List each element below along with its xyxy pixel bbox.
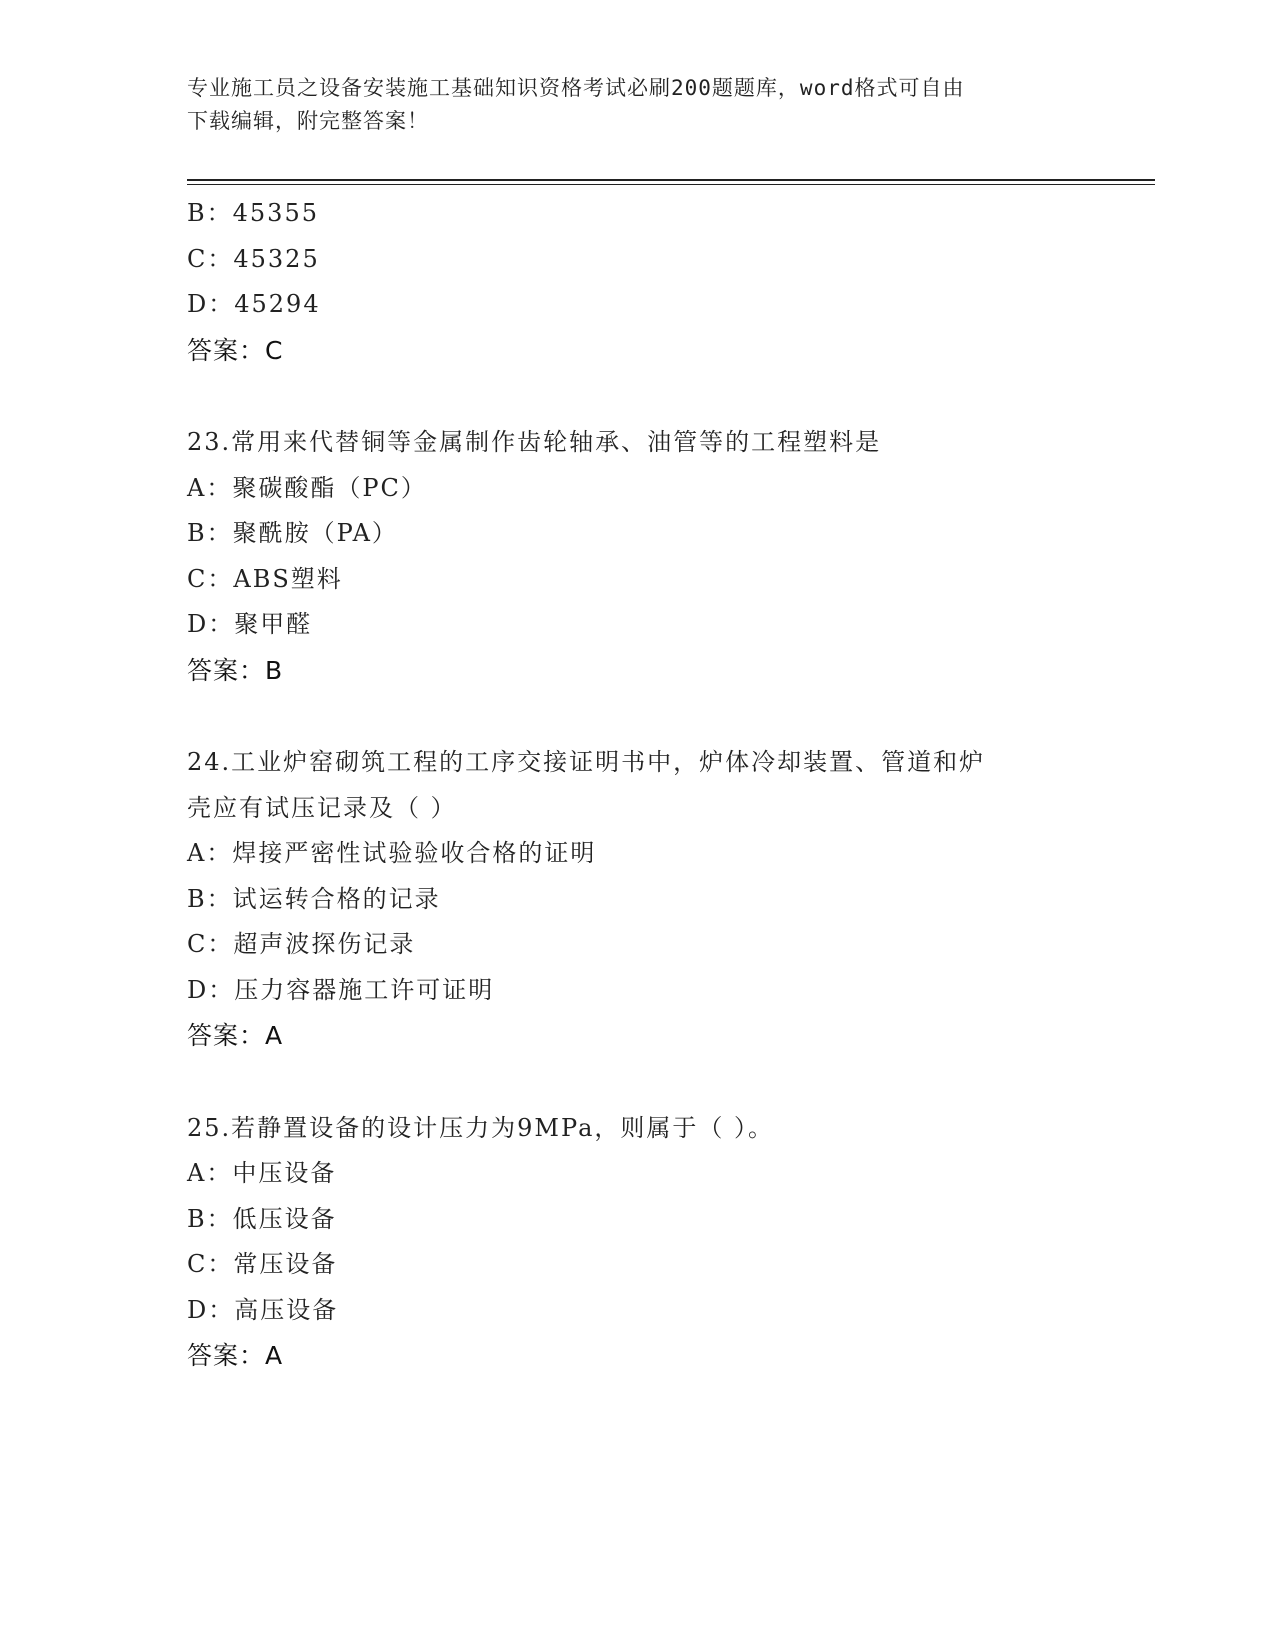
question-stem-line1: 24.工业炉窑砌筑工程的工序交接证明书中，炉体冷却装置、管道和炉 — [187, 748, 986, 776]
option-b: B：低压设备 — [187, 1204, 337, 1233]
question-24 — [187, 740, 1087, 1059]
header-divider-thick — [187, 179, 1155, 181]
question-23 — [187, 420, 1087, 693]
question-22-continued — [187, 191, 1087, 373]
option-b: B：聚酰胺（PA） — [187, 519, 398, 547]
answer-line: 答案：A — [187, 1341, 284, 1370]
answer-line: 答案：B — [187, 655, 284, 685]
option-b: B：试运转合格的记录 — [187, 884, 441, 913]
question-stem: 23.常用来代替铜等金属制作齿轮轴承、油管等的工程塑料是 — [187, 428, 882, 456]
option-c: C：常压设备 — [187, 1250, 338, 1278]
spacer — [187, 1059, 1087, 1106]
question-list — [187, 191, 1087, 1379]
option-c: C：超声波探伤记录 — [187, 930, 416, 958]
spacer — [187, 373, 1087, 420]
option-d: D：45294 — [187, 290, 321, 318]
spacer — [187, 693, 1087, 740]
option-a: A：聚碳酸酯（PC） — [187, 473, 427, 502]
header-title-line2: 下载编辑，附完整答案！ — [187, 109, 429, 133]
answer-line: 答案：C — [187, 335, 284, 365]
answer-line: 答案：A — [187, 1021, 284, 1050]
option-d: D：聚甲醛 — [187, 610, 313, 638]
option-b: B：45355 — [187, 199, 319, 227]
question-stem-line2: 壳应有试压记录及（ ） — [187, 793, 457, 822]
option-c: C：45325 — [187, 244, 320, 273]
option-a: A：焊接严密性试验验收合格的证明 — [187, 839, 597, 867]
option-a: A：中压设备 — [187, 1159, 337, 1187]
question-stem: 25.若静置设备的设计压力为9MPa，则属于（ ）。 — [187, 1113, 775, 1142]
option-d: D：压力容器施工许可证明 — [187, 975, 495, 1004]
header-title-line1: 专业施工员之设备安装施工基础知识资格考试必刷200题题库，word格式可自由 — [187, 76, 965, 100]
header-divider-thin — [187, 184, 1155, 185]
question-25 — [187, 1106, 1087, 1379]
option-d: D：高压设备 — [187, 1295, 339, 1324]
document-header — [187, 72, 1067, 138]
option-c: C：ABS塑料 — [187, 564, 343, 593]
